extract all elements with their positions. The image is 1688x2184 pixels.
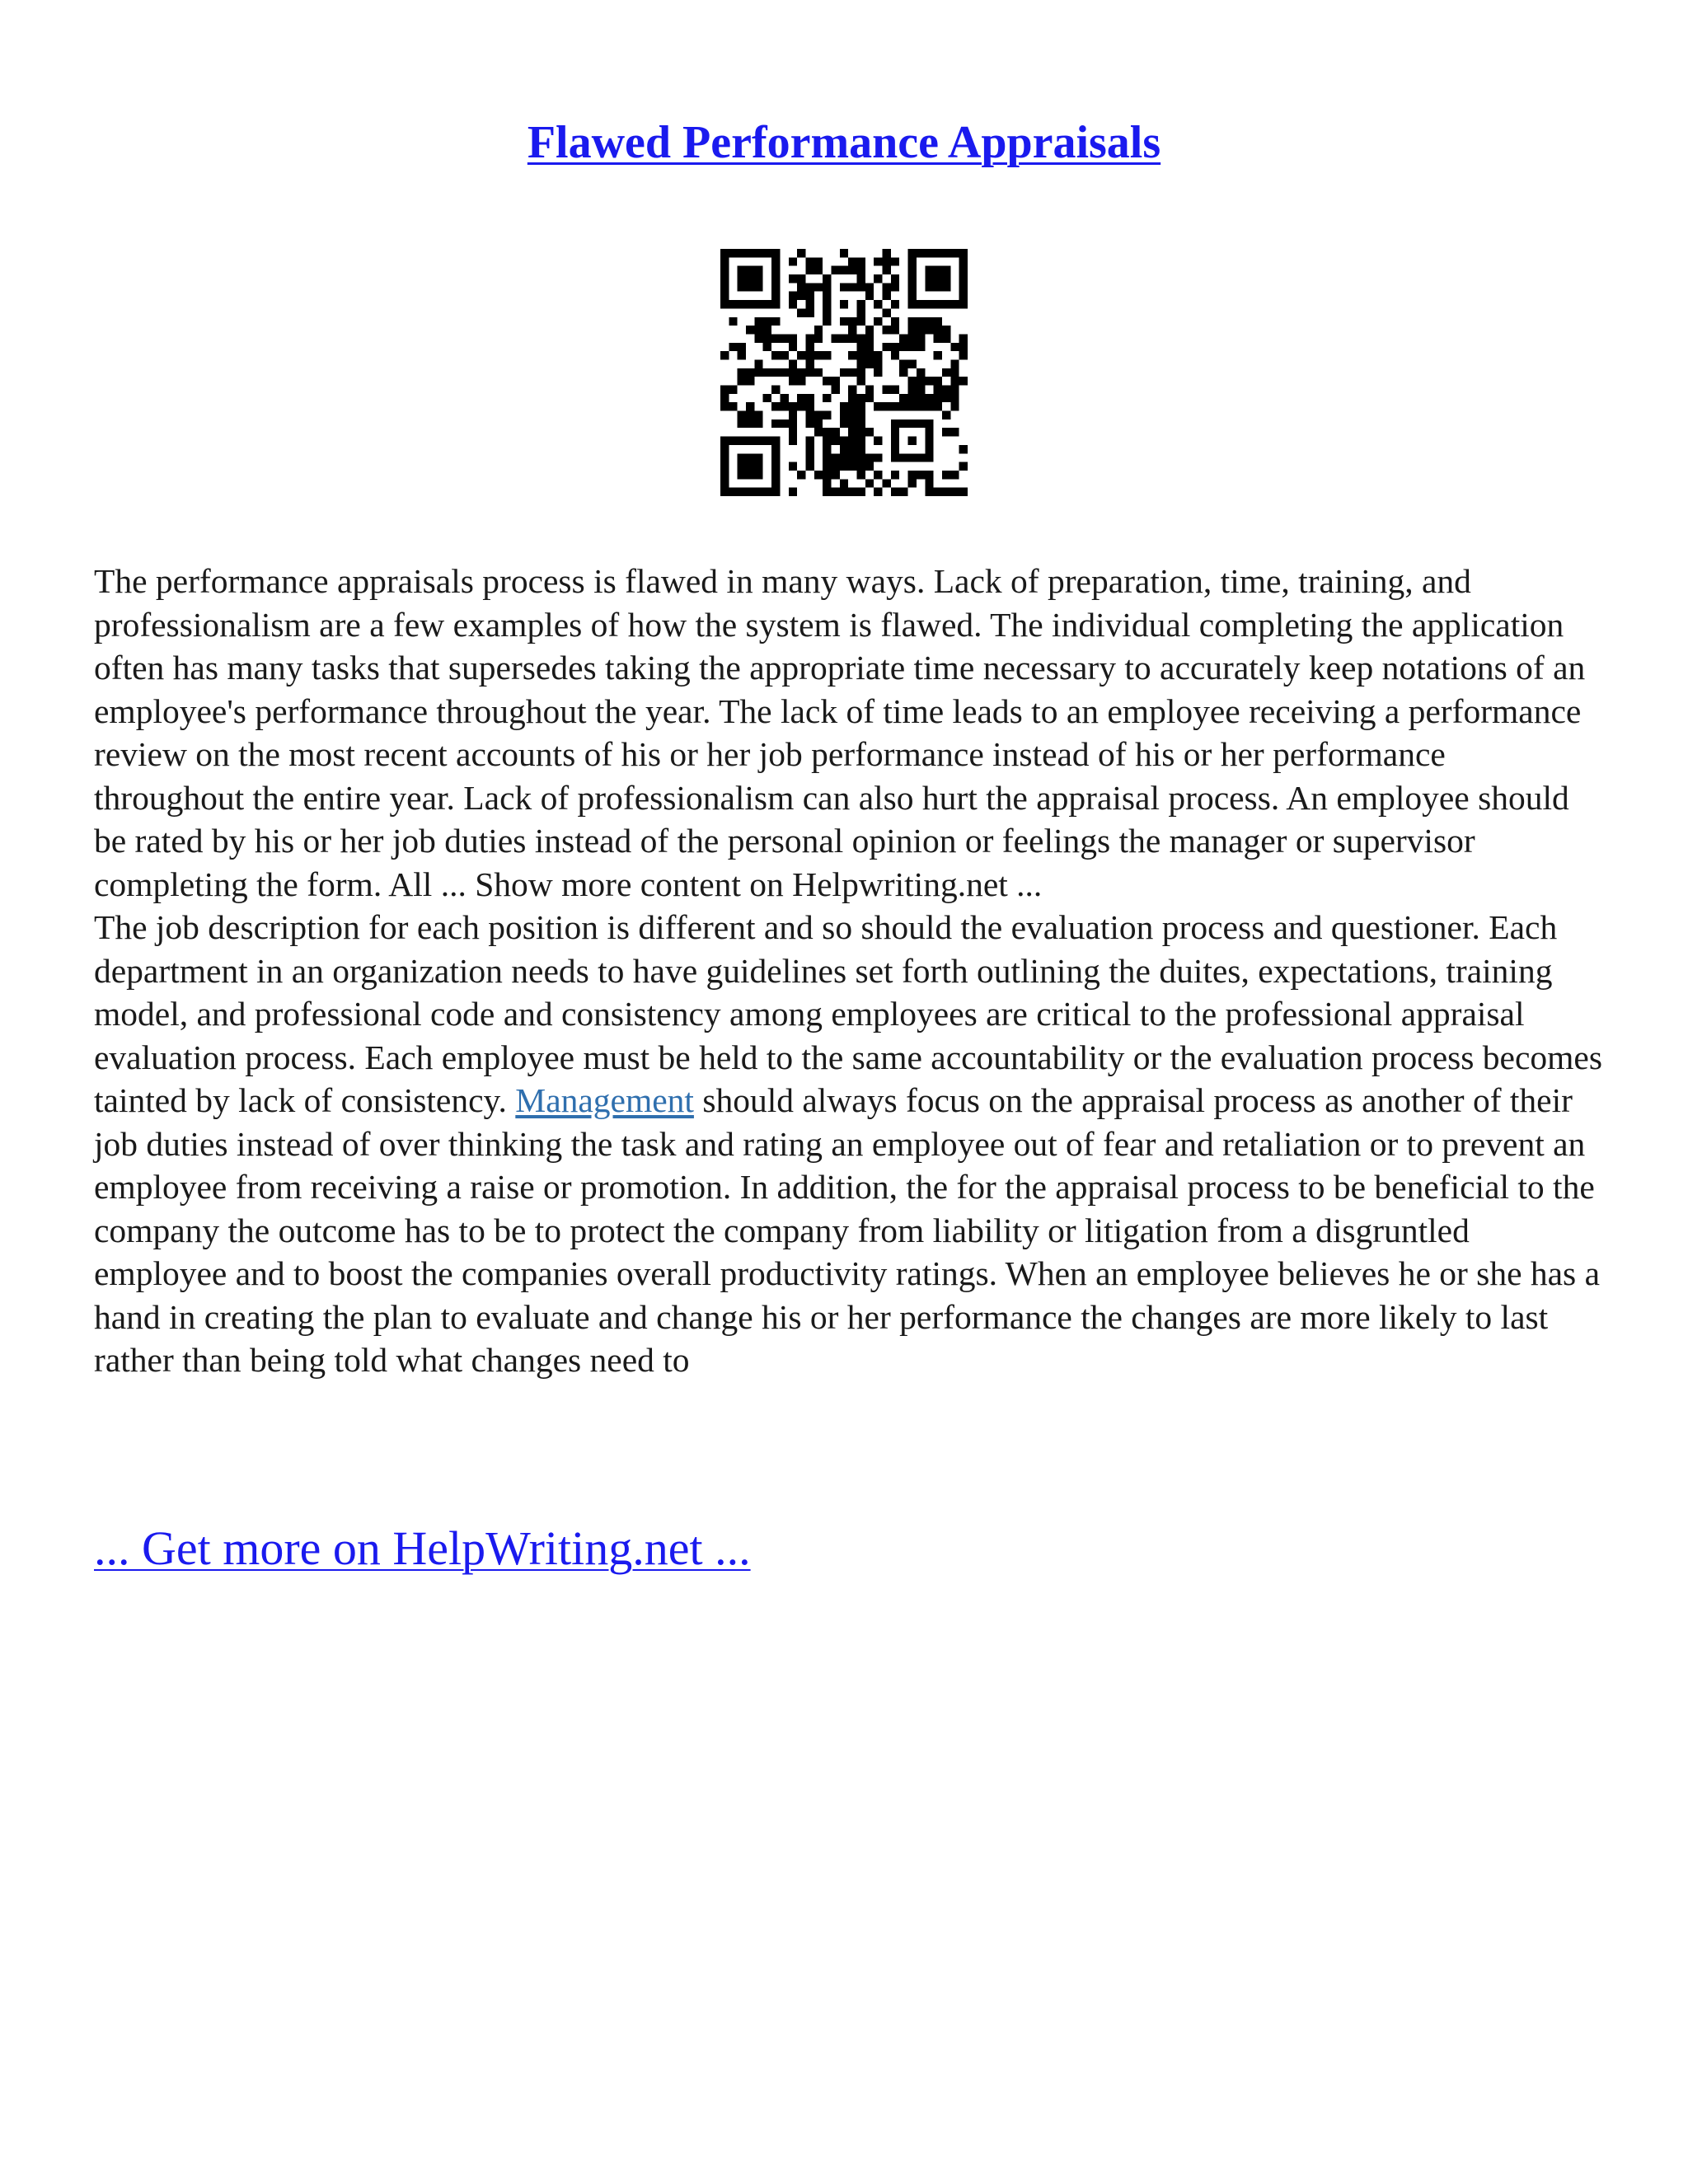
article-body xyxy=(94,560,1602,1382)
paragraph-2-text-end: should always focus on the appraisal process as another of their job duties instead of over thinking the task and rating an employee out of fear and retaliation or to prevent an employee from receiving a raise or promotion. In addition, the for the appraisal process to be beneficial to the company the outcome has to be to protect the company from liability or litigation from a disgruntled employee and to boost the companies overall productivity ratings. When an employee believes he or she has a hand in creating the plan to evaluate and change his or her performance the changes are more likely to last rather than being told what changes need to xyxy=(94,1081,1600,1379)
paragraph-1: The performance appraisals process is flawed in many ways. Lack of preparation, time, training, and professionalism are a few examples of how the system is flawed. The individual completing the application often has many tasks that supersedes taking the appropriate time necessary to accurately keep notations of an employee's performance throughout the year. The lack of time leads to an employee receiving a performance review on the most recent accounts of his or her job performance instead of his or her performance throughout the entire year. Lack of professionalism can also hurt the appraisal process. An employee should be rated by his or her job duties instead of the personal opinion or feelings the manager or supervisor completing the form. All ... Show more content on Helpwriting.net ... xyxy=(94,562,1586,903)
page-title xyxy=(0,114,1688,171)
get-more-link[interactable]: ... Get more on HelpWriting.net ... xyxy=(94,1521,751,1575)
paragraph-2 xyxy=(94,906,1602,1382)
qr-code-icon xyxy=(720,249,968,496)
title-link[interactable]: Flawed Performance Appraisals xyxy=(527,117,1161,168)
paragraph-2-text-start: The job description for each position is different and so should the evaluation process and questioner. Each department in an organization needs to have guidelines set forth outlining the duites, expectations, training model, and professional code and consistency among employees are critical to the professional appraisal evaluation process. Each employee must be held to the same accountability or the evaluation process becomes tainted by lack of consistency. xyxy=(94,908,1602,1119)
management-link[interactable]: Management xyxy=(515,1081,694,1119)
